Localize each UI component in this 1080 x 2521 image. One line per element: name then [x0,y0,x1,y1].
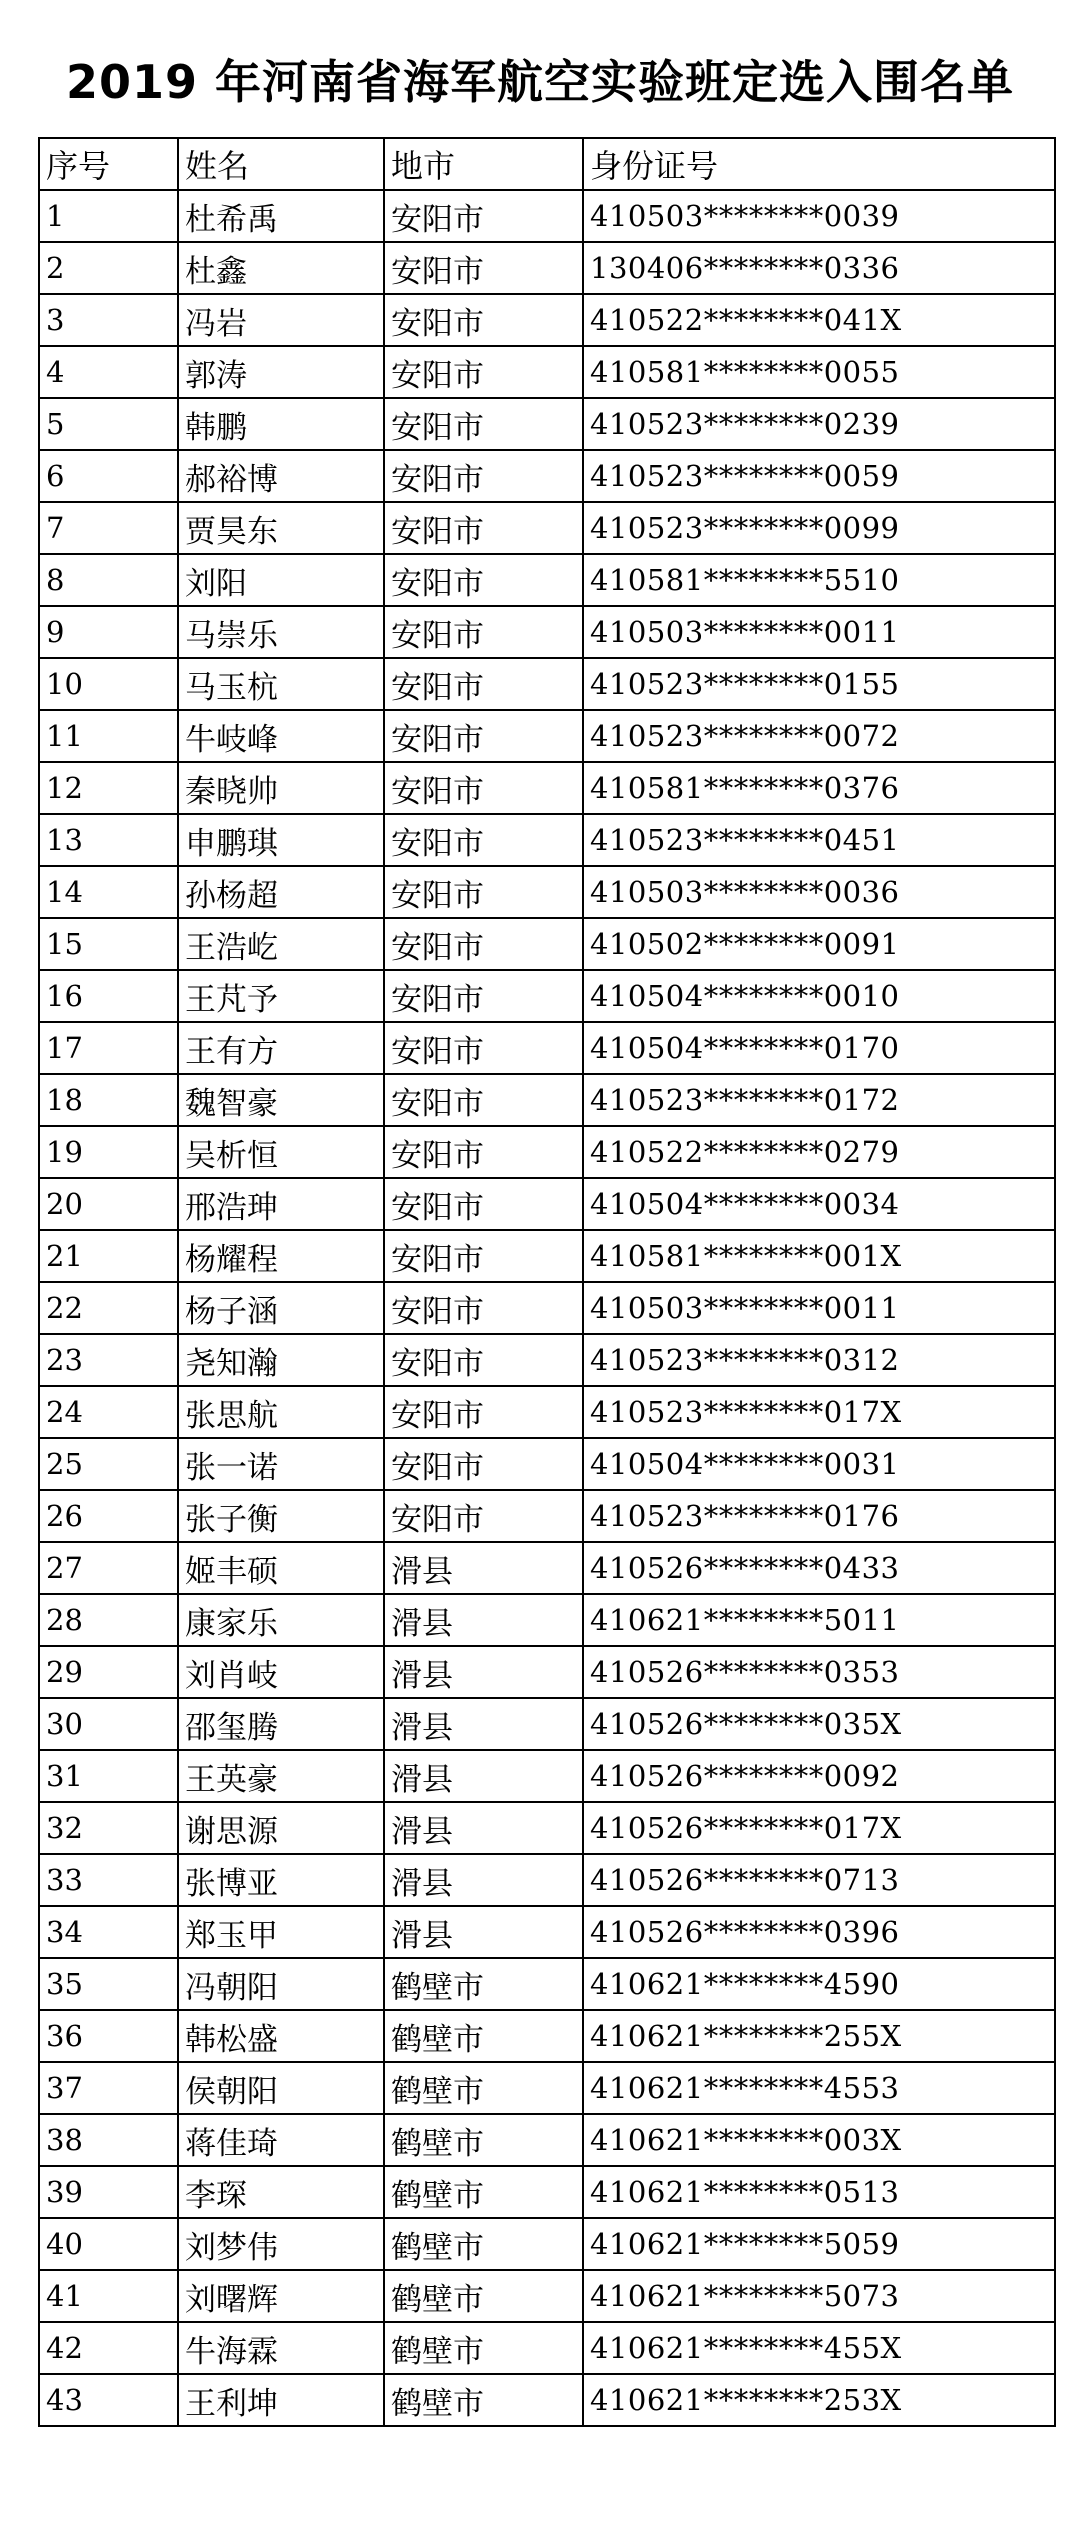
cell-index: 18 [39,1074,178,1126]
cell-name: 蒋佳琦 [178,2114,384,2166]
cell-id-number: 410503********0011 [583,1282,1055,1334]
table-row [39,1386,1055,1438]
cell-name: 刘梦伟 [178,2218,384,2270]
cell-id-number: 410523********0072 [583,710,1055,762]
table-row [39,1854,1055,1906]
cell-name: 郑玉甲 [178,1906,384,1958]
cell-city: 安阳市 [384,918,583,970]
cell-id-number: 410523********0239 [583,398,1055,450]
cell-index: 22 [39,1282,178,1334]
cell-index: 2 [39,242,178,294]
cell-city: 安阳市 [384,242,583,294]
cell-index: 34 [39,1906,178,1958]
cell-name: 张子衡 [178,1490,384,1542]
table-row [39,1906,1055,1958]
cell-id-number: 410581********0055 [583,346,1055,398]
cell-city: 安阳市 [384,1178,583,1230]
cell-city: 滑县 [384,1542,583,1594]
cell-index: 3 [39,294,178,346]
cell-name: 刘阳 [178,554,384,606]
table-row [39,1542,1055,1594]
cell-index: 40 [39,2218,178,2270]
cell-city: 安阳市 [384,710,583,762]
cell-id-number: 410581********0376 [583,762,1055,814]
cell-id-number: 410621********5011 [583,1594,1055,1646]
cell-city: 鹤壁市 [384,2010,583,2062]
cell-id-number: 410526********0353 [583,1646,1055,1698]
cell-index: 37 [39,2062,178,2114]
cell-id-number: 410621********253X [583,2374,1055,2426]
table-row [39,762,1055,814]
cell-city: 安阳市 [384,970,583,1022]
cell-name: 吴析恒 [178,1126,384,1178]
table-row [39,1646,1055,1698]
cell-id-number: 410526********017X [583,1802,1055,1854]
table-row [39,1178,1055,1230]
cell-city: 滑县 [384,1646,583,1698]
cell-name: 张博亚 [178,1854,384,1906]
table-row [39,658,1055,710]
cell-index: 30 [39,1698,178,1750]
cell-name: 郝裕博 [178,450,384,502]
cell-index: 15 [39,918,178,970]
cell-name: 郭涛 [178,346,384,398]
cell-city: 安阳市 [384,294,583,346]
table-row [39,866,1055,918]
cell-index: 9 [39,606,178,658]
table-row [39,2270,1055,2322]
cell-name: 申鹏琪 [178,814,384,866]
cell-id-number: 410523********0312 [583,1334,1055,1386]
cell-city: 滑县 [384,1750,583,1802]
cell-index: 21 [39,1230,178,1282]
cell-index: 14 [39,866,178,918]
cell-index: 31 [39,1750,178,1802]
cell-id-number: 410523********0172 [583,1074,1055,1126]
cell-index: 33 [39,1854,178,1906]
cell-id-number: 410523********0176 [583,1490,1055,1542]
cell-index: 25 [39,1438,178,1490]
cell-city: 鹤壁市 [384,2218,583,2270]
cell-name: 邢浩珅 [178,1178,384,1230]
cell-city: 安阳市 [384,606,583,658]
cell-name: 尧知瀚 [178,1334,384,1386]
cell-name: 贾昊东 [178,502,384,554]
cell-id-number: 410523********017X [583,1386,1055,1438]
table-row [39,606,1055,658]
cell-index: 26 [39,1490,178,1542]
cell-city: 安阳市 [384,1490,583,1542]
table-row [39,2374,1055,2426]
cell-index: 38 [39,2114,178,2166]
cell-id-number: 410526********0713 [583,1854,1055,1906]
cell-city: 安阳市 [384,814,583,866]
cell-id-number: 410503********0039 [583,190,1055,242]
table-row [39,450,1055,502]
table-row [39,2166,1055,2218]
table-row [39,398,1055,450]
cell-name: 王浩屹 [178,918,384,970]
cell-id-number: 410581********5510 [583,554,1055,606]
cell-id-number: 410504********0170 [583,1022,1055,1074]
cell-index: 29 [39,1646,178,1698]
table-row [39,242,1055,294]
table-row [39,1230,1055,1282]
table-row [39,2322,1055,2374]
cell-id-number: 410621********5059 [583,2218,1055,2270]
table-row [39,970,1055,1022]
cell-city: 安阳市 [384,346,583,398]
cell-city: 安阳市 [384,1334,583,1386]
table-row [39,1438,1055,1490]
cell-city: 滑县 [384,1906,583,1958]
table-row [39,1282,1055,1334]
table-row [39,554,1055,606]
cell-index: 11 [39,710,178,762]
roster-table [38,137,1056,2427]
cell-name: 杜鑫 [178,242,384,294]
cell-city: 安阳市 [384,658,583,710]
cell-index: 6 [39,450,178,502]
cell-index: 5 [39,398,178,450]
table-row [39,1334,1055,1386]
cell-city: 安阳市 [384,1282,583,1334]
cell-id-number: 410621********003X [583,2114,1055,2166]
cell-index: 28 [39,1594,178,1646]
page-title: 2019 年河南省海军航空实验班定选入围名单 [65,55,1015,109]
cell-name: 谢思源 [178,1802,384,1854]
cell-name: 韩鹏 [178,398,384,450]
cell-name: 冯岩 [178,294,384,346]
cell-id-number: 410523********0099 [583,502,1055,554]
cell-index: 20 [39,1178,178,1230]
cell-name: 张一诺 [178,1438,384,1490]
cell-index: 4 [39,346,178,398]
cell-name: 王有方 [178,1022,384,1074]
cell-id-number: 410621********0513 [583,2166,1055,2218]
cell-city: 鹤壁市 [384,2374,583,2426]
cell-city: 安阳市 [384,450,583,502]
cell-name: 邵玺腾 [178,1698,384,1750]
cell-id-number: 410621********255X [583,2010,1055,2062]
table-row [39,1594,1055,1646]
cell-city: 安阳市 [384,502,583,554]
header-name: 姓名 [178,138,384,190]
table-row [39,1126,1055,1178]
cell-id-number: 410503********0036 [583,866,1055,918]
table-row [39,1802,1055,1854]
cell-index: 8 [39,554,178,606]
cell-index: 1 [39,190,178,242]
table-row [39,2010,1055,2062]
cell-index: 17 [39,1022,178,1074]
table-row [39,190,1055,242]
table-row [39,1698,1055,1750]
cell-name: 刘曙辉 [178,2270,384,2322]
cell-id-number: 410526********035X [583,1698,1055,1750]
cell-name: 杨子涵 [178,1282,384,1334]
cell-index: 43 [39,2374,178,2426]
table-row [39,1022,1055,1074]
cell-city: 安阳市 [384,866,583,918]
cell-name: 牛海霖 [178,2322,384,2374]
cell-id-number: 410526********0396 [583,1906,1055,1958]
cell-name: 杜希禹 [178,190,384,242]
cell-index: 32 [39,1802,178,1854]
cell-name: 魏智豪 [178,1074,384,1126]
cell-city: 鹤壁市 [384,2114,583,2166]
table-header-row [39,138,1055,190]
cell-id-number: 410504********0031 [583,1438,1055,1490]
cell-index: 35 [39,1958,178,2010]
cell-id-number: 410621********5073 [583,2270,1055,2322]
cell-city: 鹤壁市 [384,1958,583,2010]
table-row [39,2062,1055,2114]
cell-name: 王利坤 [178,2374,384,2426]
cell-name: 张思航 [178,1386,384,1438]
cell-index: 36 [39,2010,178,2062]
table-row [39,2114,1055,2166]
cell-index: 23 [39,1334,178,1386]
cell-city: 安阳市 [384,1126,583,1178]
cell-index: 41 [39,2270,178,2322]
cell-name: 王芃予 [178,970,384,1022]
table-row [39,1490,1055,1542]
cell-id-number: 410504********0034 [583,1178,1055,1230]
cell-id-number: 410526********0092 [583,1750,1055,1802]
cell-id-number: 410523********0451 [583,814,1055,866]
cell-name: 姬丰硕 [178,1542,384,1594]
cell-name: 杨耀程 [178,1230,384,1282]
cell-city: 鹤壁市 [384,2166,583,2218]
cell-id-number: 410581********001X [583,1230,1055,1282]
cell-index: 27 [39,1542,178,1594]
cell-name: 刘肖岐 [178,1646,384,1698]
cell-name: 冯朝阳 [178,1958,384,2010]
cell-city: 安阳市 [384,1230,583,1282]
cell-name: 王英豪 [178,1750,384,1802]
cell-index: 42 [39,2322,178,2374]
cell-index: 13 [39,814,178,866]
cell-city: 安阳市 [384,1386,583,1438]
cell-city: 安阳市 [384,1022,583,1074]
cell-id-number: 410621********4553 [583,2062,1055,2114]
cell-name: 韩松盛 [178,2010,384,2062]
cell-name: 牛岐峰 [178,710,384,762]
table-row [39,2218,1055,2270]
cell-index: 16 [39,970,178,1022]
table-row [39,814,1055,866]
cell-id-number: 410523********0059 [583,450,1055,502]
cell-city: 安阳市 [384,1438,583,1490]
cell-city: 安阳市 [384,554,583,606]
cell-city: 鹤壁市 [384,2270,583,2322]
table-row [39,294,1055,346]
cell-id-number: 410526********0433 [583,1542,1055,1594]
cell-city: 安阳市 [384,1074,583,1126]
cell-id-number: 410523********0155 [583,658,1055,710]
cell-index: 19 [39,1126,178,1178]
cell-index: 24 [39,1386,178,1438]
header-id-number: 身份证号 [583,138,1055,190]
cell-city: 鹤壁市 [384,2322,583,2374]
table-row [39,1958,1055,2010]
cell-city: 鹤壁市 [384,2062,583,2114]
cell-id-number: 130406********0336 [583,242,1055,294]
cell-city: 安阳市 [384,762,583,814]
cell-name: 秦晓帅 [178,762,384,814]
roster-body [39,190,1055,2426]
table-row [39,918,1055,970]
cell-index: 7 [39,502,178,554]
table-row [39,346,1055,398]
cell-name: 康家乐 [178,1594,384,1646]
cell-name: 孙杨超 [178,866,384,918]
cell-id-number: 410621********455X [583,2322,1055,2374]
cell-id-number: 410522********0279 [583,1126,1055,1178]
header-city: 地市 [384,138,583,190]
cell-name: 李琛 [178,2166,384,2218]
table-row [39,1074,1055,1126]
cell-index: 39 [39,2166,178,2218]
cell-id-number: 410621********4590 [583,1958,1055,2010]
cell-index: 12 [39,762,178,814]
cell-id-number: 410522********041X [583,294,1055,346]
cell-city: 滑县 [384,1594,583,1646]
cell-city: 滑县 [384,1802,583,1854]
cell-city: 滑县 [384,1698,583,1750]
header-index: 序号 [39,138,178,190]
cell-name: 侯朝阳 [178,2062,384,2114]
cell-name: 马崇乐 [178,606,384,658]
cell-id-number: 410503********0011 [583,606,1055,658]
cell-city: 安阳市 [384,190,583,242]
cell-name: 马玉杭 [178,658,384,710]
cell-index: 10 [39,658,178,710]
cell-city: 滑县 [384,1854,583,1906]
table-row [39,710,1055,762]
cell-id-number: 410504********0010 [583,970,1055,1022]
table-row [39,502,1055,554]
cell-city: 安阳市 [384,398,583,450]
cell-id-number: 410502********0091 [583,918,1055,970]
table-row [39,1750,1055,1802]
